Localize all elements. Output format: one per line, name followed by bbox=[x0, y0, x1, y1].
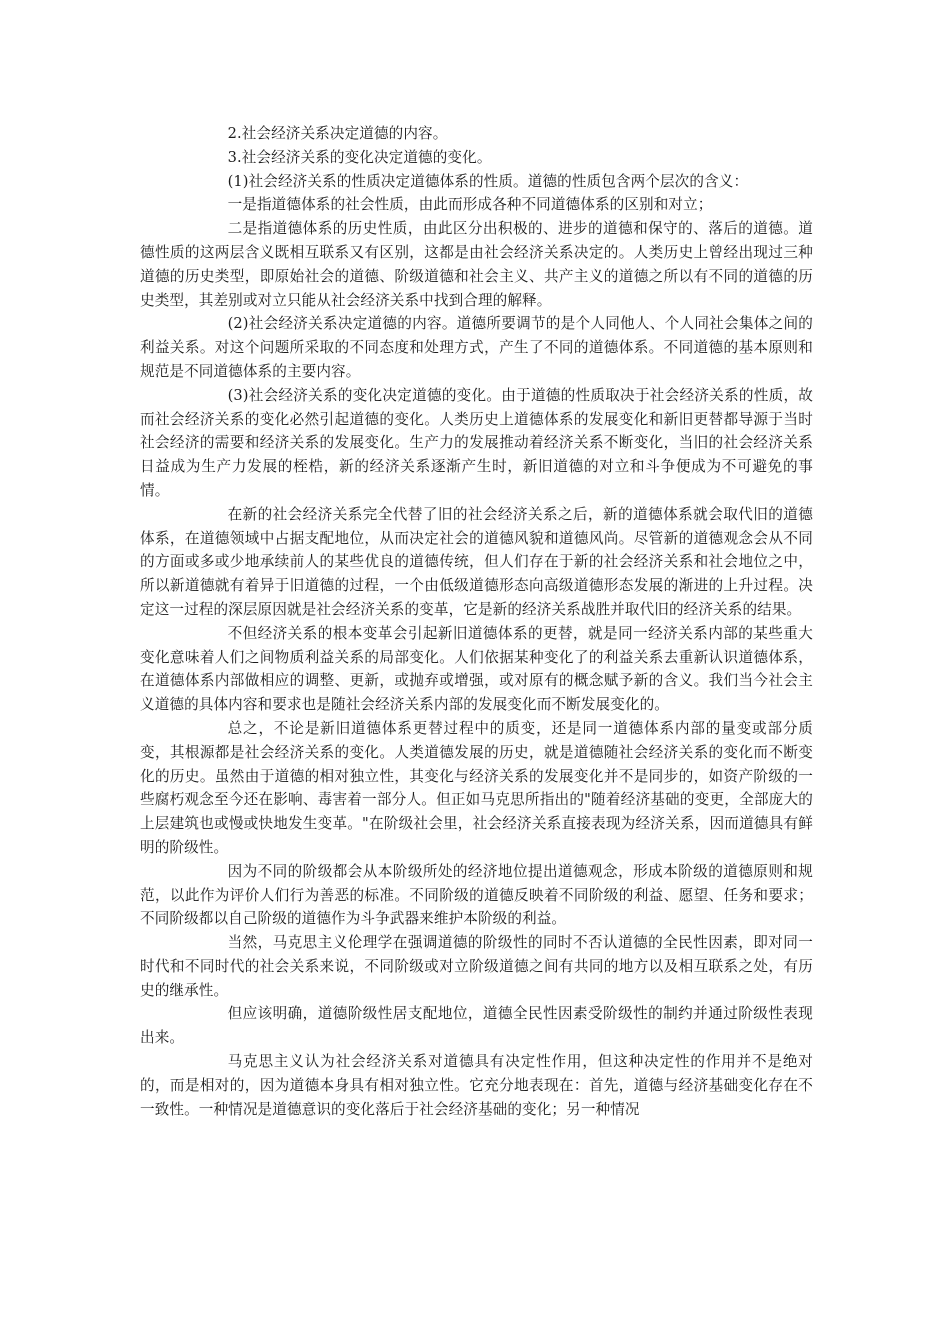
paragraph-9: 不但经济关系的根本变革会引起新旧道德体系的更替，就是同一经济关系内部的某些重大变化意味着人们之间物质利益关系的局部变化。人们依据某种变化了的利益关系去重新认识道德体系，在道德体系内部做相应的调整、更新，或抛弃或增强，或对原有的概念赋予新的含义。我们当今社会主义道德的具体内容和要求也是随社会经济关系内部的发展变化而不断发展变化的。 bbox=[140, 624, 813, 714]
paragraph-10: 总之，不论是新旧道德体系更替过程中的质变，还是同一道德体系内部的量变或部分质变，其根源都是社会经济关系的变化。人类道德发展的历史，就是道德随社会经济关系的变化而不断变化的历史。虽然由于道德的相对独立性，其变化与经济关系的发展变化并不是同步的，如资产阶级的一些腐朽观念至今还在影响、毒害着一部分人。但正如马克思所指出的"随着经济基础的变更，全部庞大的上层建筑也或慢或快地发生变革。"在阶级社会里，社会经济关系直接表现为经济关系，因而道德具有鲜明的阶级性。 bbox=[140, 719, 813, 856]
paragraph-3: (1)社会经济关系的性质决定道德体系的性质。道德的性质包含两个层次的含义： bbox=[227, 172, 749, 190]
paragraph-13: 但应该明确，道德阶级性居支配地位，道德全民性因素受阶级性的制约并通过阶级性表现出来。 bbox=[140, 1005, 813, 1047]
paragraph-5: 二是指道德体系的历史性质，由此区分出积极的、进步的道德和保守的、落后的道德。道德性质的这两层含义既相互联系又有区别，这都是由社会经济关系决定的。人类历史上曾经出现过三种道德的历史类型，即原始社会的道德、阶级道德和社会主义、共产主义的道德之所以有不同的道德的历史类型，其差别或对立只能从社会经济关系中找到合理的解释。 bbox=[140, 220, 813, 309]
paragraph-2: 3.社会经济关系的变化决定道德的变化。 bbox=[227, 148, 492, 166]
paragraph-8: 在新的社会经济关系完全代替了旧的社会经济关系之后，新的道德体系就会取代旧的道德体系，在道德领域中占据支配地位，从而决定社会的道德风貌和道德风尚。尽管新的道德观念会从不同的方面或多或少地承续前人的某些优良的道德传统，但人们存在于新的社会经济关系和社会地位之中，所以新道德就有着异于旧道德的过程，一个由低级道德形态向高级道德形态发展的渐进的上升过程。决定这一过程的深层原因就是社会经济关系的变革，它是新的经济关系战胜并取代旧的经济关系的结果。 bbox=[140, 505, 813, 618]
document-body bbox=[140, 122, 813, 1121]
paragraph-4: 一是指道德体系的社会性质，由此而形成各种不同道德体系的区别和对立； bbox=[227, 196, 713, 214]
paragraph-6: (2)社会经济关系决定道德的内容。道德所要调节的是个人同他人、个人同社会集体之间的利益关系。对这个问题所采取的不同态度和处理方式，产生了不同的道德体系。不同道德的基本原则和规范是不同道德体系的主要内容。 bbox=[140, 315, 813, 380]
paragraph-11: 因为不同的阶级都会从本阶级所处的经济地位提出道德观念，形成本阶级的道德原则和规范，以此作为评价人们行为善恶的标准。不同阶级的道德反映着不同阶级的利益、愿望、任务和要求；不同阶级都以自己阶级的道德作为斗争武器来维护本阶级的利益。 bbox=[140, 862, 813, 928]
paragraph-7: (3)社会经济关系的变化决定道德的变化。由于道德的性质取决于社会经济关系的性质，故而社会经济关系的变化必然引起道德的变化。人类历史上道德体系的发展变化和新旧更替都导源于当时社会经济的需要和经济关系的发展变化。生产力的发展推动着经济关系不断变化，当旧的社会经济关系日益成为生产力发展的桎梏，新的经济关系逐渐产生时，新旧道德的对立和斗争便成为不可避免的事情。 bbox=[140, 386, 813, 499]
paragraph-12: 当然，马克思主义伦理学在强调道德的阶级性的同时不否认道德的全民性因素，即对同一时代和不同时代的社会关系来说，不同阶级或对立阶级道德之间有共同的地方以及相互联系之处，有历史的继承性。 bbox=[140, 934, 813, 999]
paragraph-14: 马克思主义认为社会经济关系对道德具有决定性作用，但这种决定性的作用并不是绝对的，而是相对的，因为道德本身具有相对独立性。它充分地表现在：首先，道德与经济基础变化存在不一致性。一种情况是道德意识的变化落后于社会经济基础的变化；另一种情况 bbox=[140, 1053, 813, 1118]
paragraph-1: 2.社会经济关系决定道德的内容。 bbox=[227, 125, 448, 142]
